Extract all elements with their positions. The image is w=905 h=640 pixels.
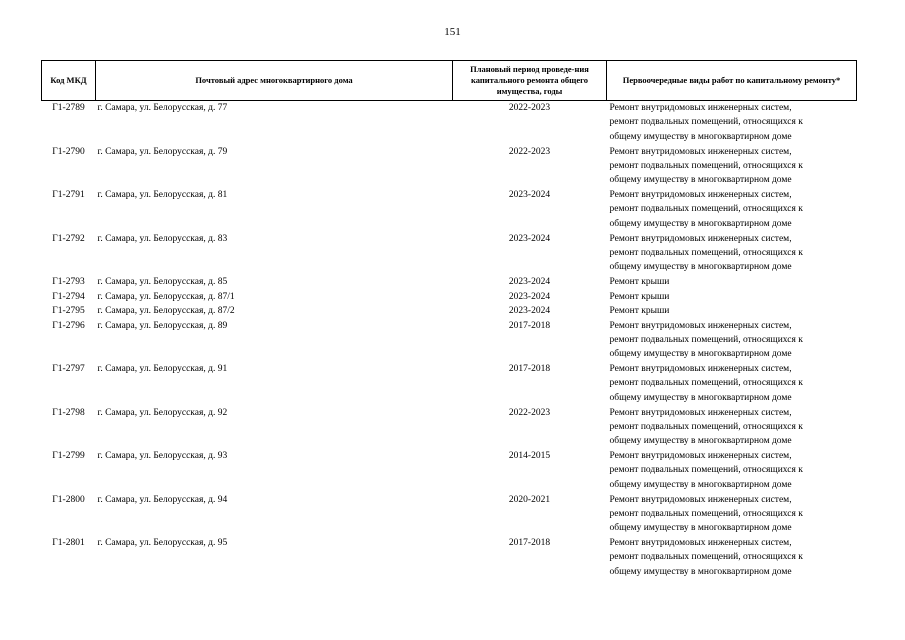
table-row <box>42 188 857 232</box>
row-code: Г1-2793 <box>52 277 85 287</box>
works-line: ремонт подвальных помещений, относящихся к <box>609 508 803 519</box>
row-address: г. Самара, ул. Белорусская, д. 83 <box>97 233 228 244</box>
row-address: г. Самара, ул. Белорусская, д. 89 <box>97 320 228 331</box>
works-line: Ремонт внутридомовых инженерных систем, <box>609 146 792 157</box>
works-line: ремонт подвальных помещений, относящихся к <box>609 160 803 171</box>
works-line: общему имуществу в многоквартирном доме <box>609 218 792 229</box>
page-number: 151 <box>444 26 461 38</box>
repair-schedule-table <box>41 60 857 580</box>
table-row <box>42 536 857 580</box>
row-works <box>607 275 857 290</box>
row-code: Г1-2790 <box>52 146 85 157</box>
row-code: Г1-2797 <box>52 364 85 374</box>
row-works <box>607 304 857 319</box>
table-row <box>42 145 857 189</box>
table-row <box>42 319 857 363</box>
row-code: Г1-2792 <box>52 233 85 244</box>
row-period: 2023-2024 <box>508 277 551 287</box>
row-code: Г1-2789 <box>52 103 85 113</box>
row-works <box>607 290 857 305</box>
works-line: общему имуществу в многоквартирном доме <box>609 392 792 403</box>
works-line: общему имуществу в многоквартирном доме <box>609 131 792 142</box>
header-code: Код МКД <box>42 61 96 101</box>
row-address: г. Самара, ул. Белорусская, д. 85 <box>97 277 228 287</box>
row-period: 2014-2015 <box>508 451 551 461</box>
row-code: Г1-2795 <box>52 306 85 316</box>
row-works <box>607 232 857 276</box>
row-address: г. Самара, ул. Белорусская, д. 77 <box>97 103 228 113</box>
works-line: общему имуществу в многоквартирном доме <box>609 349 792 360</box>
works-line: Ремонт внутридомовых инженерных систем, <box>609 538 792 548</box>
row-period: 2023-2024 <box>508 291 551 302</box>
works-line: Ремонт внутридомовых инженерных систем, <box>609 103 792 113</box>
works-line: ремонт подвальных помещений, относящихся к <box>609 421 803 432</box>
row-works <box>607 145 857 189</box>
works-line: ремонт подвальных помещений, относящихся к <box>609 552 803 563</box>
row-code: Г1-2800 <box>52 494 85 505</box>
row-address: г. Самара, ул. Белорусская, д. 93 <box>97 451 228 461</box>
row-period: 2017-2018 <box>508 364 551 374</box>
works-line: общему имуществу в многоквартирном доме <box>609 523 792 534</box>
row-address: г. Самара, ул. Белорусская, д. 87/2 <box>97 306 235 316</box>
row-address: г. Самара, ул. Белорусская, д. 91 <box>97 364 228 374</box>
row-works <box>607 362 857 406</box>
works-line: Ремонт внутридомовых инженерных систем, <box>609 364 792 374</box>
row-period: 2022-2023 <box>508 407 551 418</box>
works-line: общему имуществу в многоквартирном доме <box>609 479 792 490</box>
row-address: г. Самара, ул. Белорусская, д. 79 <box>97 146 228 157</box>
works-line: Ремонт внутридомовых инженерных систем, <box>609 494 792 505</box>
row-address: г. Самара, ул. Белорусская, д. 95 <box>97 538 228 548</box>
row-period: 2023-2024 <box>508 190 551 200</box>
works-line: ремонт подвальных помещений, относящихся к <box>609 117 803 128</box>
works-line: общему имуществу в многоквартирном доме <box>609 262 792 273</box>
table-row <box>42 101 857 145</box>
table-header-row <box>42 61 857 101</box>
works-line: ремонт подвальных помещений, относящихся к <box>609 378 803 389</box>
table-body <box>42 101 857 580</box>
table-row <box>42 290 857 305</box>
works-line: Ремонт крыши <box>609 306 670 316</box>
row-code: Г1-2796 <box>52 320 85 331</box>
works-line: Ремонт внутридомовых инженерных систем, <box>609 190 792 200</box>
row-period: 2023-2024 <box>508 233 551 244</box>
row-period: 2022-2023 <box>508 146 551 157</box>
table-row <box>42 232 857 276</box>
header-works: Первоочередные виды работ по капитальному ремонту* <box>607 61 857 101</box>
table-row <box>42 406 857 450</box>
table-row <box>42 493 857 537</box>
table-row <box>42 449 857 493</box>
works-line: Ремонт крыши <box>609 291 670 302</box>
works-line: ремонт подвальных помещений, относящихся к <box>609 465 803 476</box>
table-row <box>42 362 857 406</box>
row-code: Г1-2799 <box>52 451 85 461</box>
row-code: Г1-2798 <box>52 407 85 418</box>
row-works <box>607 536 857 580</box>
row-period: 2020-2021 <box>508 494 551 505</box>
row-works <box>607 406 857 450</box>
works-line: Ремонт крыши <box>609 277 670 287</box>
row-address: г. Самара, ул. Белорусская, д. 92 <box>97 407 228 418</box>
table-row <box>42 275 857 290</box>
works-line: ремонт подвальных помещений, относящихся к <box>609 334 803 345</box>
row-works <box>607 319 857 363</box>
works-line: общему имуществу в многоквартирном доме <box>609 566 792 577</box>
header-period: Плановый период проведе-ния капитального ремонта общего имущества, годы <box>453 61 607 101</box>
row-period: 2023-2024 <box>508 306 551 316</box>
works-line: Ремонт внутридомовых инженерных систем, <box>609 407 792 418</box>
row-period: 2017-2018 <box>508 320 551 331</box>
works-line: общему имуществу в многоквартирном доме <box>609 175 792 186</box>
row-works <box>607 449 857 493</box>
row-code: Г1-2801 <box>52 538 85 548</box>
row-code: Г1-2794 <box>52 291 85 302</box>
row-address: г. Самара, ул. Белорусская, д. 87/1 <box>97 291 235 302</box>
row-code: Г1-2791 <box>52 190 85 200</box>
row-address: г. Самара, ул. Белорусская, д. 94 <box>97 494 228 505</box>
table-row <box>42 304 857 319</box>
header-address: Почтовый адрес многоквартирного дома <box>96 61 453 101</box>
works-line: Ремонт внутридомовых инженерных систем, <box>609 451 792 461</box>
works-line: общему имуществу в многоквартирном доме <box>609 436 792 447</box>
works-line: ремонт подвальных помещений, относящихся к <box>609 247 803 258</box>
works-line: Ремонт внутридомовых инженерных систем, <box>609 233 792 244</box>
row-period: 2017-2018 <box>508 538 551 548</box>
row-works <box>607 101 857 145</box>
works-line: ремонт подвальных помещений, относящихся к <box>609 204 803 215</box>
row-works <box>607 188 857 232</box>
works-line: Ремонт внутридомовых инженерных систем, <box>609 320 792 331</box>
row-works <box>607 493 857 537</box>
row-address: г. Самара, ул. Белорусская, д. 81 <box>97 190 228 200</box>
row-period: 2022-2023 <box>508 103 551 113</box>
